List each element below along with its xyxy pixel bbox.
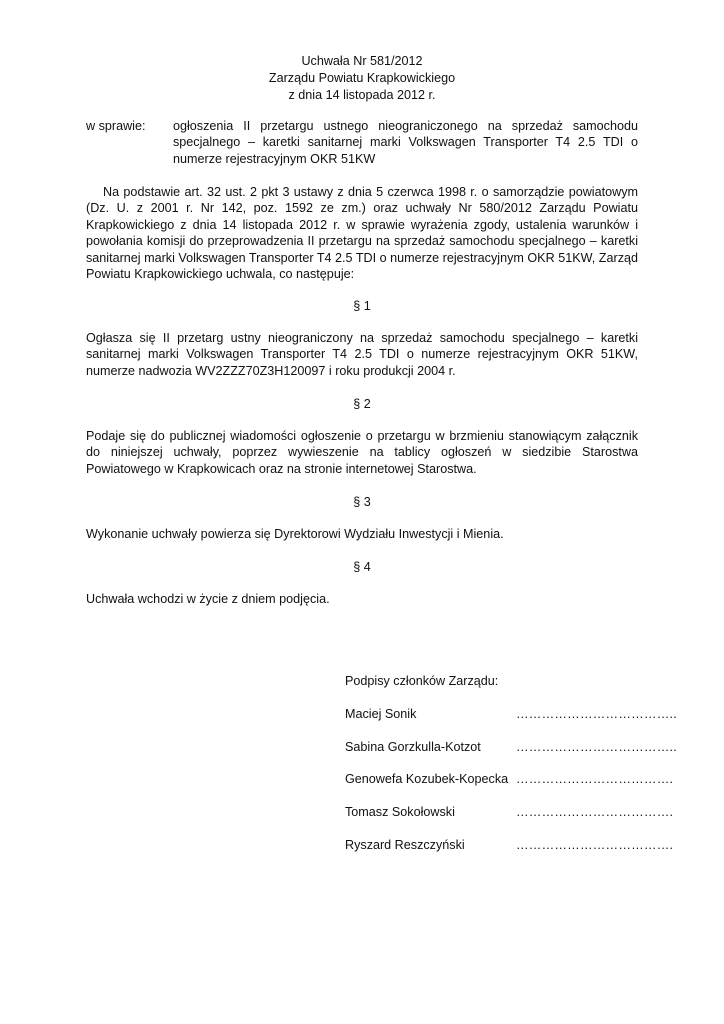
section-1-heading: § 1 bbox=[353, 299, 371, 313]
signature-row bbox=[345, 837, 674, 854]
signature-row bbox=[345, 706, 677, 723]
section-3-text: Wykonanie uchwały powierza się Dyrektorowi Wydziału Inwestycji i Mienia. bbox=[86, 527, 504, 541]
subject-label: w sprawie: bbox=[86, 119, 146, 133]
member-name: Genowefa Kozubek-Kopecka bbox=[345, 772, 509, 786]
member-name: Sabina Gorzkulla-Kotzot bbox=[345, 740, 481, 754]
signature-line: ………………………………. bbox=[516, 805, 674, 819]
board-name: Zarządu Powiatu Krapkowickiego bbox=[268, 71, 456, 85]
member-name: Tomasz Sokołowski bbox=[345, 805, 455, 819]
signatures-title: Podpisy członków Zarządu: bbox=[345, 674, 499, 688]
section-4-text: Uchwała wchodzi w życie z dniem podjęcia. bbox=[86, 592, 330, 606]
section-2-text: Podaje się do publicznej wiadomości ogłoszenie o przetargu w brzmieniu stanowiącym załącznik do niniejszej uchwały, poprzez wywieszenie na tablicy ogłoszeń w siedzibie Starostwa Powiatowego w Krapkowicach oraz na stronie internetowej Starostwa. bbox=[86, 429, 638, 476]
member-name: Ryszard Reszczyński bbox=[345, 838, 465, 852]
signature-row bbox=[345, 771, 674, 788]
resolution-number: Uchwała Nr 581/2012 bbox=[301, 54, 423, 68]
signature-row bbox=[345, 804, 674, 821]
subject-text: ogłoszenia II przetargu ustnego nieograniczonego na sprzedaż samochodu specjalnego – karetki sanitarnej marki Volkswagen Transporter T4 2.5 TDI o numerze rejestracyjnym OKR 51KW bbox=[173, 119, 638, 166]
section-2-heading: § 2 bbox=[353, 397, 371, 411]
preamble-paragraph: Na podstawie art. 32 ust. 2 pkt 3 ustawy z dnia 5 czerwca 1998 r. o samorządzie powiatowym (Dz. U. z 2001 r. Nr 142, poz. 1592 ze zm.) oraz uchwały Nr 580/2012 Zarządu Powiatu Krapkowickiego z dnia 14 listopada 2012 r. w sprawie wyrażenia zgody, ustalenia warunków i powołania komisji do przeprowadzenia II przetargu na sprzedaż samochodu specjalnego – karetki sanitarnej marki Volkswagen Transporter T4 2.5 TDI o numerze rejestracyjnym OKR 51KW, Zarząd Powiatu Krapkowickiego uchwala, co następuje: bbox=[86, 185, 638, 282]
resolution-header bbox=[0, 53, 724, 104]
member-name: Maciej Sonik bbox=[345, 707, 417, 721]
section-3-heading: § 3 bbox=[353, 495, 371, 509]
signature-line: ……………………………….. bbox=[516, 740, 677, 754]
resolution-date: z dnia 14 listopada 2012 r. bbox=[288, 88, 436, 102]
signature-row bbox=[345, 739, 677, 756]
signature-line: ……………………………….. bbox=[516, 707, 677, 721]
section-1-text: Ogłasza się II przetarg ustny nieograniczony na sprzedaż samochodu specjalnego – karetki sanitarnej marki Volkswagen Transporter T4 2.5 TDI o numerze rejestracyjnym OKR 51KW, numerze nadwozia WV2ZZZ70Z3H120097 i roku produkcji 2004 r. bbox=[86, 331, 638, 378]
section-4-heading: § 4 bbox=[353, 560, 371, 574]
signature-line: ………………………………. bbox=[516, 838, 674, 852]
signature-line: ………………………………. bbox=[516, 772, 674, 786]
